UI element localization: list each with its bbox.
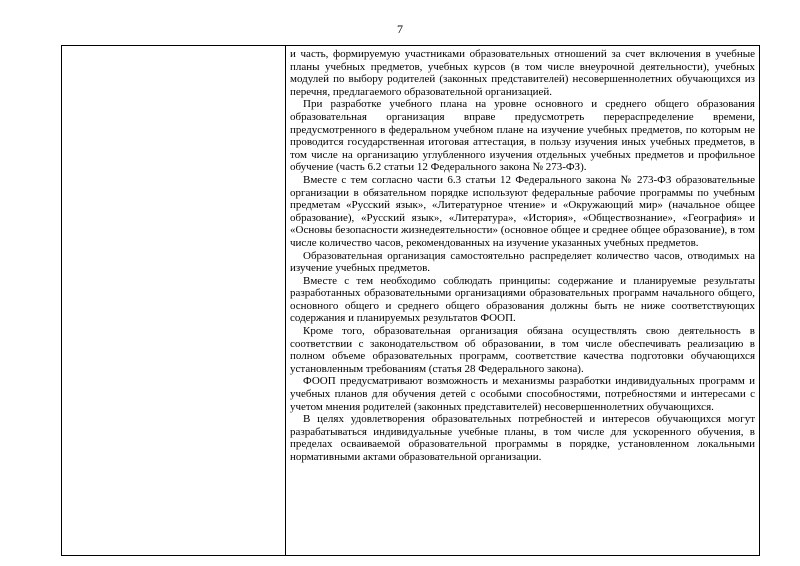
paragraph: Кроме того, образовательная организация обязана осуществлять свою деятельность в соответствии с законодательством об образовании, в том числе обеспечивать реализацию в полном объеме образовательных программ, соответствие качества подготовки обучающихся установленным требованиям (статья 28 Федерального закона). xyxy=(290,325,755,375)
paragraph: ФООП предусматривают возможность и механизмы разработки индивидуальных программ и учебных планов для обучения детей с особыми способностями, потребностями и интересами с учетом мнения родителей (законных представителей) несовершеннолетних обучающихся. xyxy=(290,375,755,413)
paragraph: В целях удовлетворения образовательных потребностей и интересов обучающихся могут разрабатываться индивидуальные учебные планы, в том числе для ускоренного обучения, в пределах осваиваемой образовательной программы в порядке, установленном локальными нормативными актами образовательной организации. xyxy=(290,413,755,463)
content-table xyxy=(61,45,760,556)
paragraph: Образовательная организация самостоятельно распределяет количество часов, отводимых на изучение учебных предметов. xyxy=(290,249,755,275)
paragraph: Вместе с тем необходимо соблюдать принципы: содержание и планируемые результаты разработанных образовательными организациями образовательных программ начального общего, основного общего и среднего общего образования должны быть не ниже соответствующих содержания и планируемых результатов ФООП. xyxy=(290,274,755,325)
table-cell-right xyxy=(286,46,759,555)
paragraph: При разработке учебного плана на уровне основного и среднего общего образования образовательная организация вправе предусмотреть перераспределение времени, предусмотренного в федеральном учебном плане на изучение учебных предметов, по которым не проводится государственная итоговая аттестация, в пользу изучения иных учебных предметов, в том числе на организацию углубленного изучения отдельных учебных предметов и профильное обучение (часть 6.2 статьи 12 Федерального закона № 273-ФЗ). xyxy=(290,98,755,174)
page-number: 7 xyxy=(397,22,403,36)
paragraph: Вместе с тем согласно части 6.3 статьи 12 Федерального закона № 273-ФЗ образовательные организации в обязательном порядке используют федеральные рабочие программы по учебным предметам «Русский язык», «Литературное чтение» и «Окружающий мир» (начальное общее образование), «Русский язык», «Литература», «История», «Обществознание», «География» и «Основы безопасности жизнедеятельности» (основное общее и среднее общее образование), в том числе количество часов, рекомендованных на изучение указанных учебных предметов. xyxy=(290,173,755,249)
paragraph-continuation: и часть, формируемую участниками образовательных отношений за счет включения в учебные планы учебных предметов, учебных курсов (в том числе внеурочной деятельности), учебных модулей по выбору родителей (законных представителей) несовершеннолетних обучающихся из перечня, предлагаемого образовательной организацией. xyxy=(290,48,755,98)
table-cell-left xyxy=(62,46,286,555)
